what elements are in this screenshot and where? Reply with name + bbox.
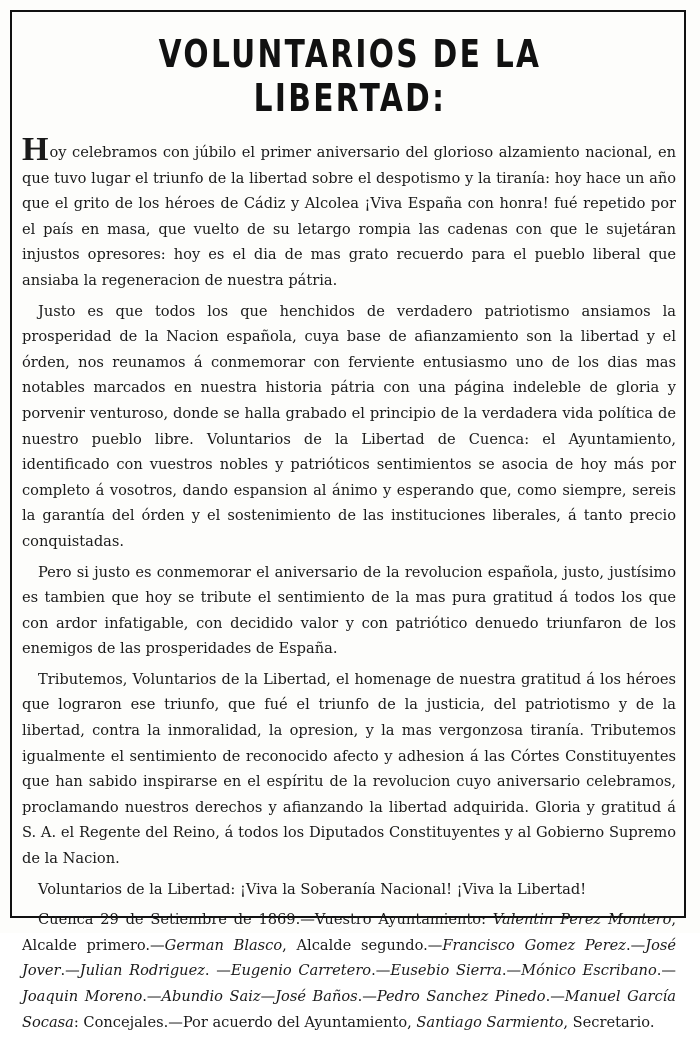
paragraph-5: Voluntarios de la Libertad: ¡Viva la Soberanía Nacional! ¡Viva la Libertad! [38,880,587,898]
signatory-name: Eugenio Carretero [230,962,372,980]
paragraph-1 [22,131,676,294]
signatory-role: .— [60,962,80,980]
document-title: VOLUNTARIOS DE LA LIBERTAD: [158,32,542,120]
signatory-role: .— [371,962,391,980]
signatory-role: , Alcalde primero.— [22,911,677,954]
paragraph-1-text: oy celebramos con júbilo el primer aniversario del glorioso alzamiento nacional, en que tuvo lugar el triunfo de la libertad sobre el despotismo y la tiranía: hoy hace un año que el grito de los héroes de Cádiz y Alcolea ¡Viva España con honra! fué repetido por el país en masa, que vuelto de su letargo rompia las cadenas con que le sujetáran injustos opresores: hoy es el dia de mas grato recuerdo para el pueblo liberal que ansiaba la regeneracion de nuestra pátria. [22,144,676,289]
signatory-name: José Baños [275,988,358,1005]
signatory-role: .— [501,962,522,980]
signatory-role: .— [656,962,676,980]
signatory-role: . — [204,962,231,980]
signatory-name: Eusebio Sierra [390,962,502,980]
signatory-role: , Alcalde segundo.— [282,936,443,954]
signatory-role: — [260,988,276,1005]
signatory-name: Francisco Gomez Perez [442,936,626,954]
signatory-role: , Secretario. [563,1013,655,1031]
paragraph-4: Tributemos, Voluntarios de la Libertad, el homenage de nuestra gratitud á los héroes que lograron ese triunfo, que fué el triunfo de la justicia, del patriotismo y de la libertad, contra la inmoralidad, la opresion, y la mas vergonzosa tiranía. Tributemos igualmente el sentimiento de reconocido afecto y adhesion á las Córtes Constituyentes que han sabido inspirarse en el espíritu de la revolucion cuyo aniversario celebramos, proclamando nuestros derechos y afianzando la libertad adquirida. Gloria y gratitud á S. A. el Regente del Reino, á todos los Diputados Constituyentes y al Gobierno Supremo de la Nacion. [22,670,676,868]
signatory-name: German Blasco [164,936,283,954]
signatory-role: : Concejales.—Por acuerdo del Ayuntamiento, [73,1013,417,1031]
paragraph-2: Justo es que todos los que henchidos de verdadero patriotismo ansiamos la prosperidad de la Nacion española, cuya base de afianzamiento son la libertad y el órden, nos reunamos á conmemorar con ferviente entusiasmo uno de los dias mas notables marcados en nuestra historia pátria con una página indeleble de gloria y porvenir venturoso, donde se halla grabado el principio de la verdadera vida política de nuestro pueblo libre. Voluntarios de la Libertad de Cuenca: el Ayuntamiento, identificado con vuestros nobles y patrióticos sentimientos se asocia de hoy más por completo á vosotros, dando espansion al ánimo y esperando que, como siempre, sereis la garantía del órden y el sostenimiento de las instituciones liberales, á tanto precio conquistadas. [22,302,676,550]
signatory-name: Abundio Saiz [161,988,261,1005]
signature-place-date: Cuenca 29 de Setiembre de 1869.—Vuestro Ayuntamiento: [38,911,487,929]
signatory-role: .— [142,988,162,1005]
signatory-name: Manuel García Socasa [22,988,676,1031]
signatory-name: Joaquin Moreno [22,988,143,1005]
signatory-name: Valentin Perez Montero [492,911,672,929]
signatory-role: .— [357,988,377,1005]
signatory-name: Pedro Sanchez Pinedo [376,988,546,1005]
drop-cap: H [22,131,49,168]
signature-block [22,907,676,1035]
signatory-name: Julian Rodriguez [79,962,205,980]
document-body [22,131,677,1040]
paragraph-3: Pero si justo es conmemorar el aniversario de la revolucion española, justo, justísimo es tambien que hoy se tribute el sentimiento de la mas pura gratitud á todos los que con ardor infatigable, con decidido valor y con patriótico denuedo triunfaron de los enemigos de las prosperidades de España. [22,563,676,658]
signatory-name: José Jover [22,936,676,980]
signatory-role: .— [545,988,565,1005]
signatory-name: Santiago Sarmiento [416,1013,564,1031]
signatory-role: .— [626,936,646,954]
signatory-name: Mónico Escribano [521,962,657,980]
